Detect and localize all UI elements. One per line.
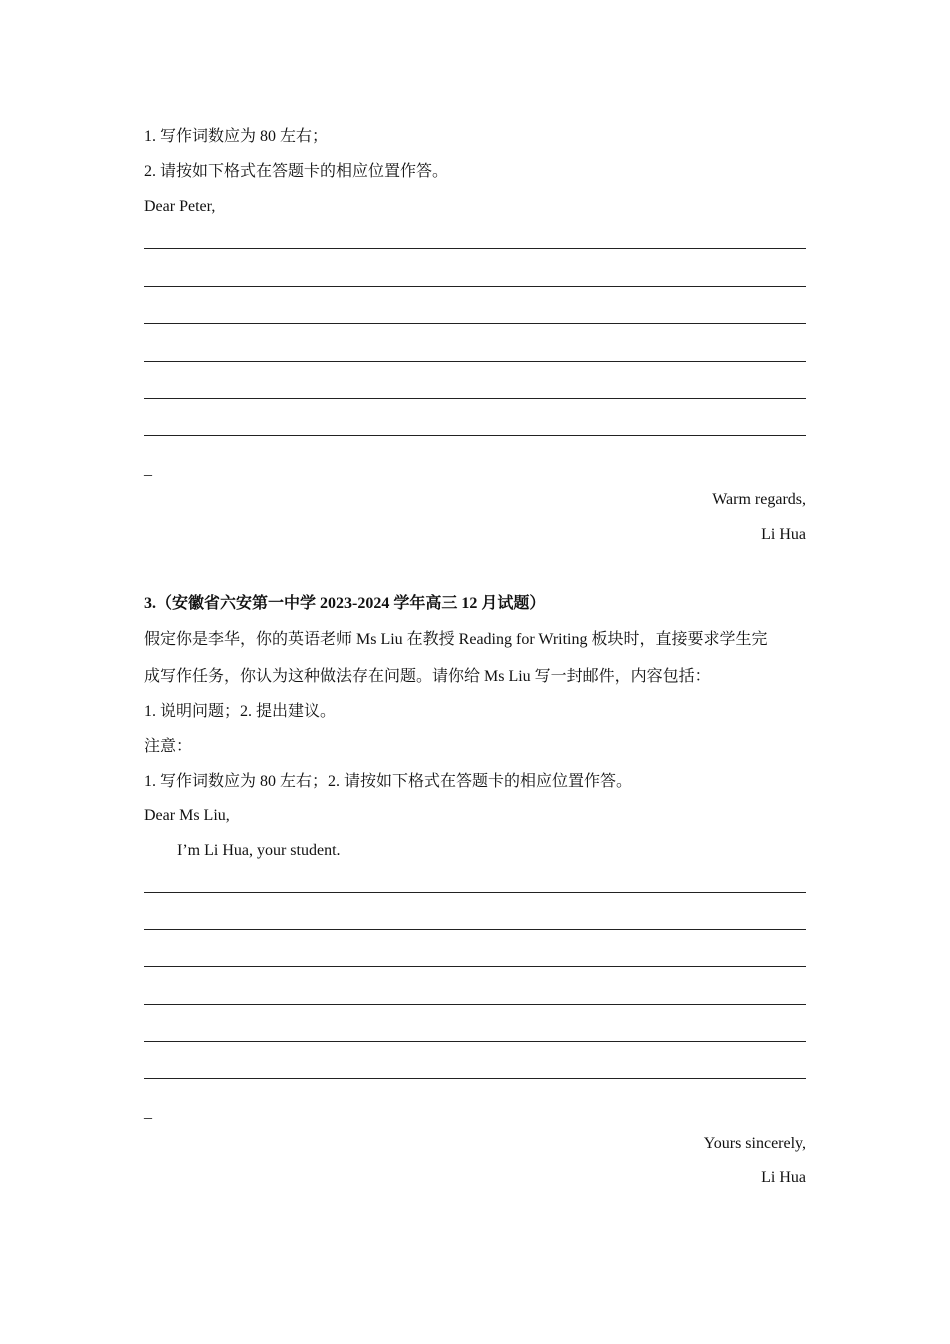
requirement-word-count: 1. 写作词数应为 80 左右； xyxy=(144,128,329,145)
requirement-format: 2. 请按如下格式在答题卡的相应位置作答。 xyxy=(144,163,449,180)
letter-greeting: Dear Peter, xyxy=(144,198,216,215)
answer-line[interactable] xyxy=(144,1004,806,1005)
answer-line[interactable] xyxy=(144,398,806,399)
question-prompt-line-2: 成写作任务，你认为这种做法存在问题。请你给 Ms Liu 写一封邮件，内容包括： xyxy=(144,668,711,685)
question-prompt-line-1: 假定你是李华，你的英语老师 Ms Liu 在教授 Reading for Writing 板块时，直接要求学生完 xyxy=(144,631,768,648)
letter-signature: Li Hua xyxy=(761,526,806,543)
letter-closing: Warm regards, xyxy=(712,491,806,508)
note-requirements: 1. 写作词数应为 80 左右；2. 请按如下格式在答题卡的相应位置作答。 xyxy=(144,773,633,790)
letter-opening-sentence: I’m Li Hua, your student. xyxy=(177,842,341,859)
document-page xyxy=(144,0,806,1344)
answer-line[interactable] xyxy=(144,248,806,249)
answer-line[interactable] xyxy=(144,435,806,436)
answer-line[interactable] xyxy=(144,1078,806,1079)
letter-signature: Li Hua xyxy=(761,1169,806,1186)
answer-line-end-mark: _ xyxy=(144,1104,152,1121)
letter-greeting: Dear Ms Liu, xyxy=(144,807,230,824)
answer-line[interactable] xyxy=(144,892,806,893)
answer-line[interactable] xyxy=(144,361,806,362)
letter-closing: Yours sincerely, xyxy=(703,1135,806,1152)
answer-line[interactable] xyxy=(144,1041,806,1042)
question-content-points: 1. 说明问题；2. 提出建议。 xyxy=(144,703,337,720)
answer-line[interactable] xyxy=(144,286,806,287)
answer-line[interactable] xyxy=(144,323,806,324)
answer-line-end-mark: _ xyxy=(144,461,152,478)
answer-line[interactable] xyxy=(144,929,806,930)
question-heading: 3.（安徽省六安第一中学 2023-2024 学年高三 12 月试题） xyxy=(144,595,546,612)
answer-line[interactable] xyxy=(144,966,806,967)
note-label: 注意： xyxy=(144,738,193,755)
